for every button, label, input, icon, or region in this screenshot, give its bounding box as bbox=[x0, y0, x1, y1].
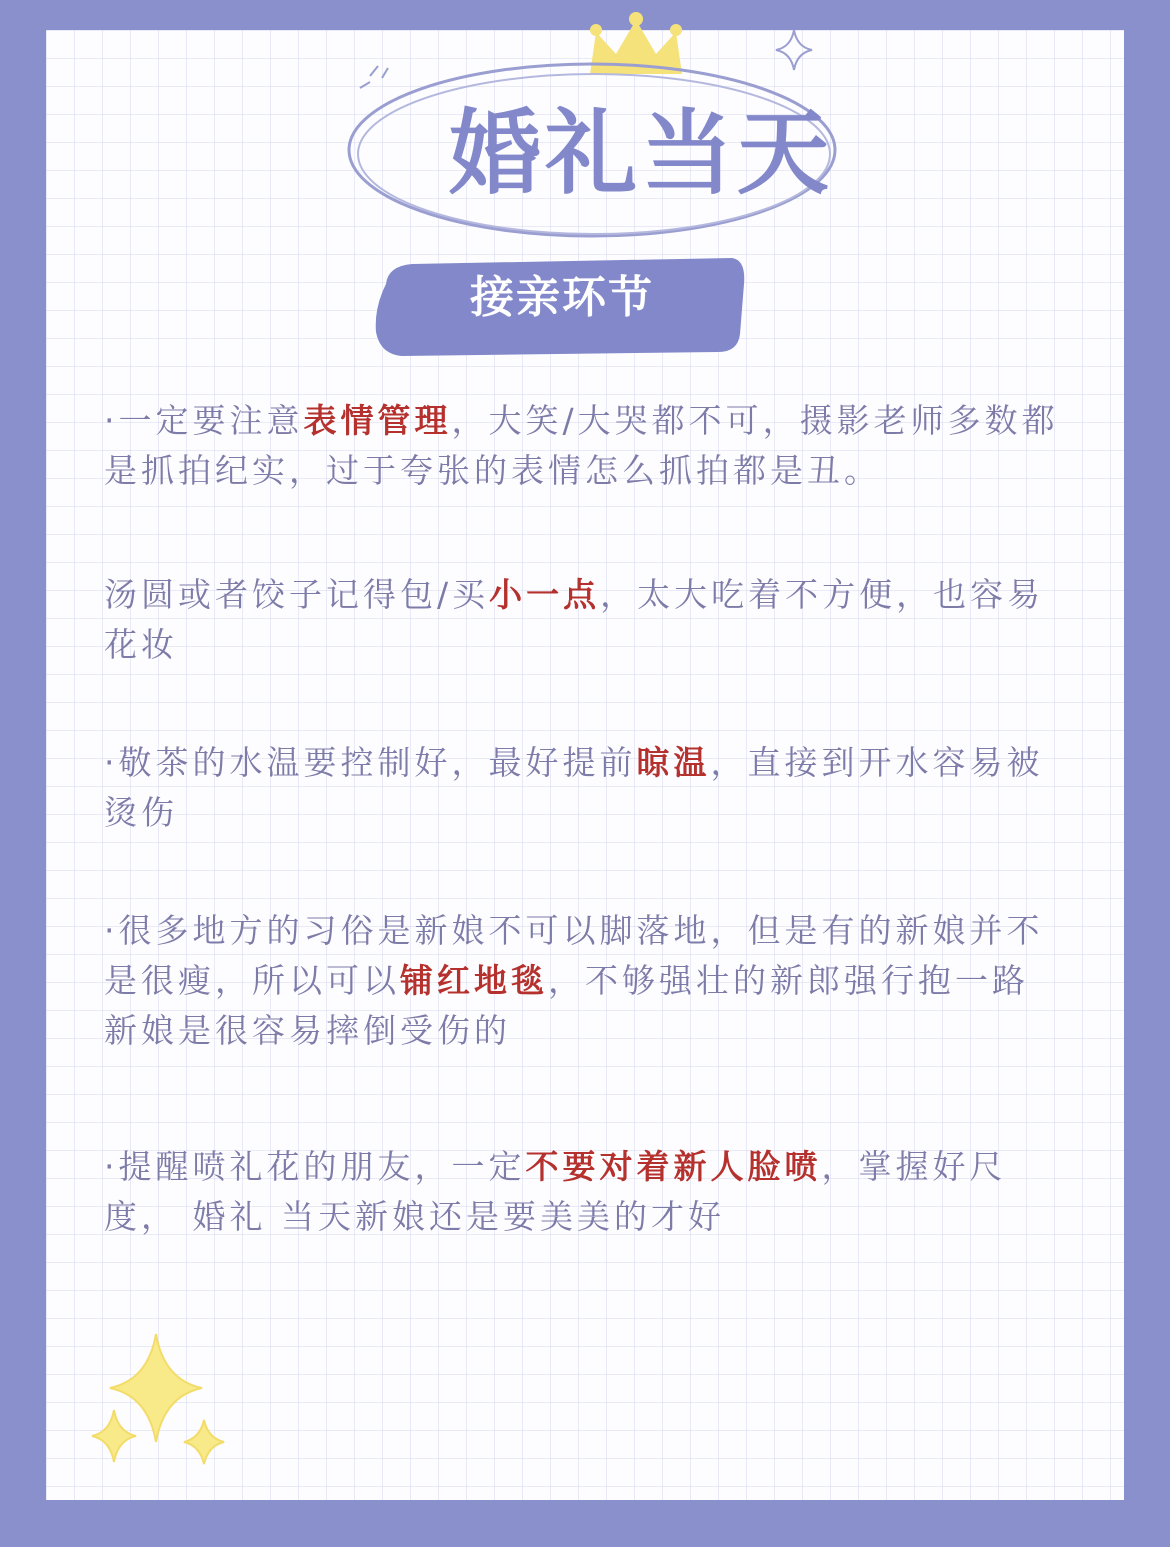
tip-item: ·一定要注意表情管理，大笑/大哭都不可，摄影老师多数都是抓拍纪实，过于夸张的表情怎么抓拍都是丑。 bbox=[104, 401, 1059, 490]
star-cluster-icon bbox=[86, 1330, 236, 1480]
tip-highlight: 不要对着新人脸喷 bbox=[525, 1147, 822, 1186]
tip-item: ·很多地方的习俗是新娘不可以脚落地，但是有的新娘并不是很瘦，所以可以铺红地毯，不够强壮的新郎强行抱一路新娘是很容易摔倒受伤的 bbox=[104, 911, 1044, 1050]
tip-highlight: 晾温 bbox=[636, 743, 711, 782]
tip-highlight: 表情管理 bbox=[303, 401, 452, 440]
section-heading: 接亲环节 bbox=[470, 272, 654, 323]
page-title: 婚礼当天 bbox=[448, 100, 833, 207]
tip-item: ·提醒喷礼花的朋友，一定不要对着新人脸喷，掌握好尺度， 婚礼 当天新娘还是要美美的才好 bbox=[104, 1147, 1007, 1236]
tip-item: ·敬茶的水温要控制好，最好提前晾温，直接到开水容易被烫伤 bbox=[104, 743, 1044, 832]
tip-highlight: 铺红地毯 bbox=[400, 961, 548, 1000]
note-card bbox=[46, 30, 1124, 1500]
tip-highlight: 小一点 bbox=[489, 575, 601, 614]
tip-item: 汤圆或者饺子记得包/买小一点，太大吃着不方便，也容易花妆 bbox=[104, 575, 1045, 664]
